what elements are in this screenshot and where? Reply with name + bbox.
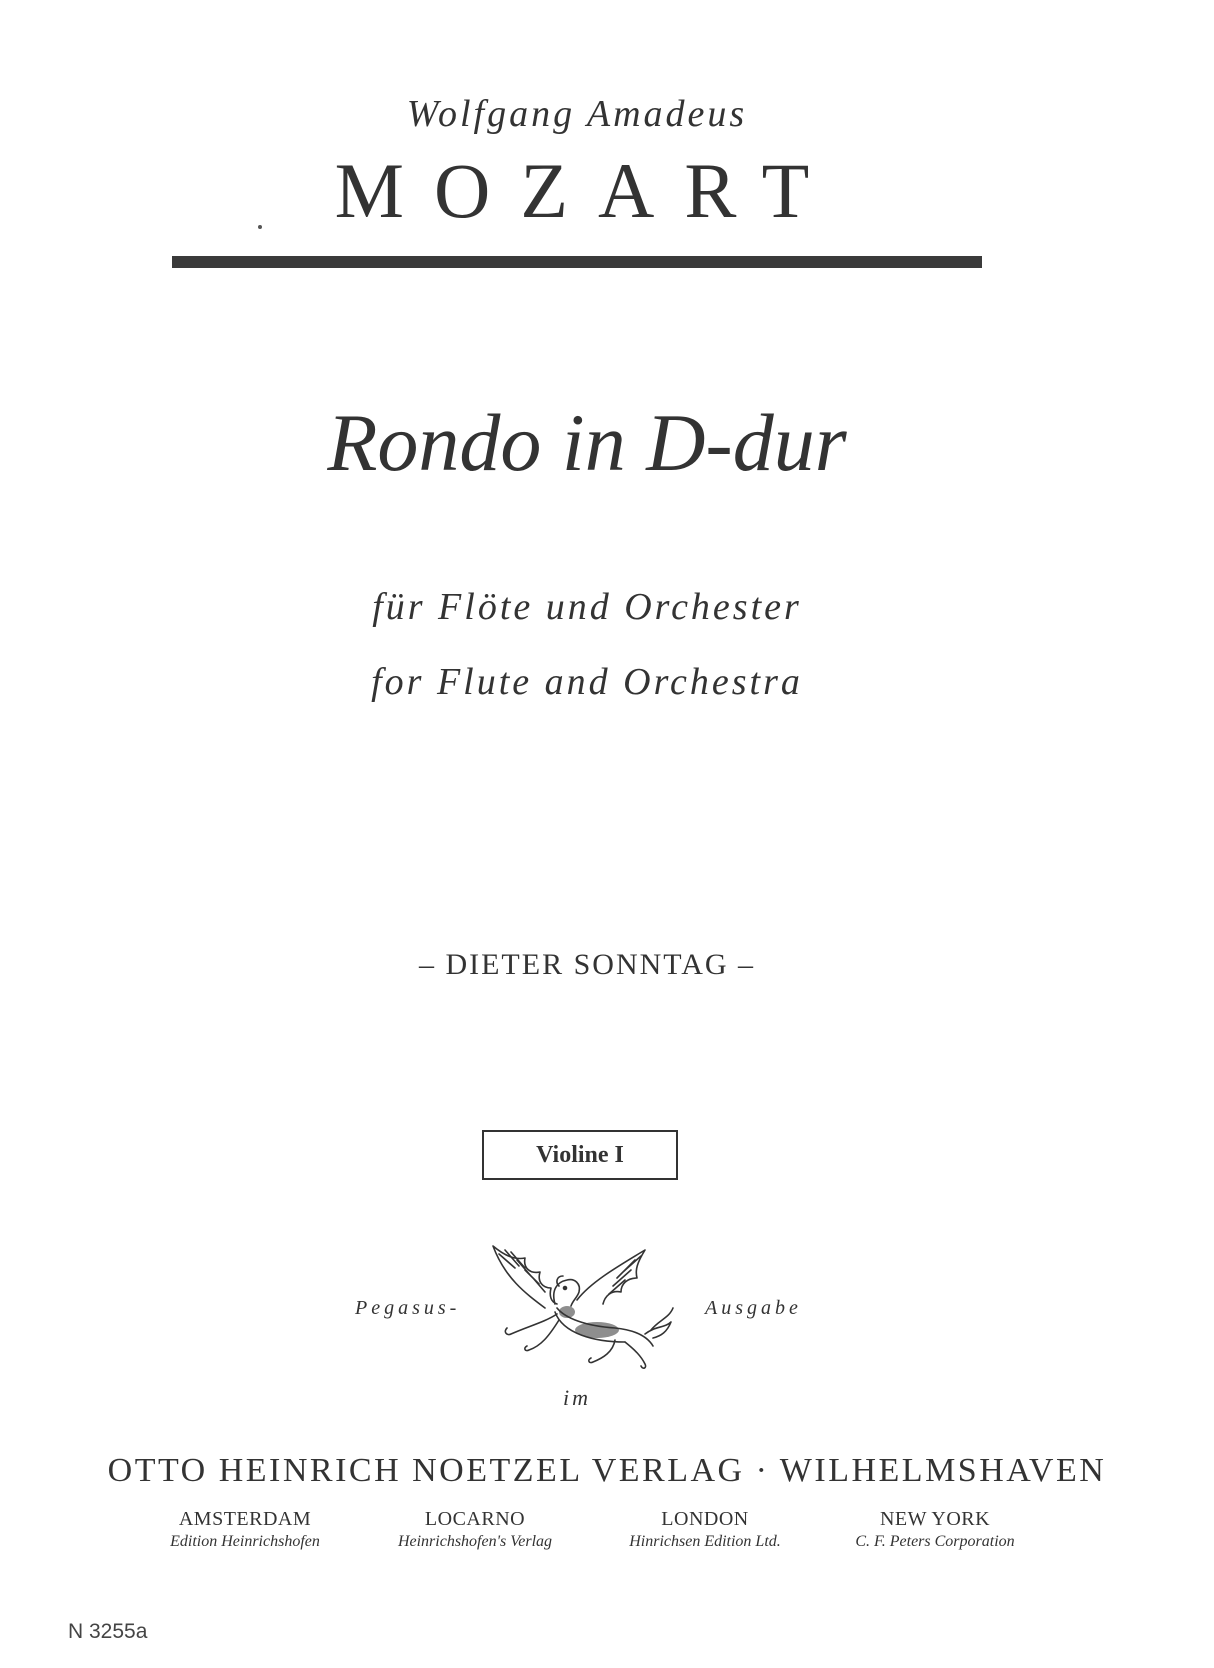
series-label-left: Pegasus-	[355, 1297, 461, 1319]
city-name: AMSTERDAM	[178, 1508, 312, 1530]
editor-name: – DIETER SONNTAG –	[418, 948, 756, 981]
city-firm: Hinrichsen Edition Ltd.	[629, 1533, 781, 1550]
series-label-right: Ausgabe	[705, 1297, 802, 1319]
catalog-number: N 3255a	[68, 1620, 148, 1643]
instrument-part-box: Violine I	[482, 1130, 678, 1180]
subtitle-english: for Flute and Orchestra	[371, 661, 803, 703]
work-title: Rondo in D-dur	[327, 397, 847, 488]
subtitle-german: für Flöte und Orchester	[372, 586, 802, 628]
series-connector: im	[563, 1385, 591, 1410]
publisher-cities	[130, 1508, 1050, 1551]
city-name: LOCARNO	[424, 1508, 526, 1530]
city-firm: C. F. Peters Corporation	[855, 1533, 1015, 1550]
city-amsterdam	[130, 1508, 360, 1551]
composer-last-name: MOZART	[334, 147, 840, 234]
city-name: NEW YORK	[879, 1508, 991, 1530]
publisher-name: OTTO HEINRICH NOETZEL VERLAG · WILHELMSHAVEN	[107, 1452, 1107, 1489]
city-new-york	[820, 1508, 1050, 1551]
city-locarno	[360, 1508, 590, 1551]
composer-first-names: Wolfgang Amadeus	[406, 93, 748, 135]
city-firm: Heinrichshofen's Verlag	[397, 1533, 553, 1550]
city-london	[590, 1508, 820, 1551]
title-rule-divider	[172, 256, 982, 268]
city-firm: Edition Heinrichshofen	[170, 1533, 320, 1550]
city-name: LONDON	[661, 1508, 749, 1530]
pegasus-icon	[485, 1238, 675, 1373]
